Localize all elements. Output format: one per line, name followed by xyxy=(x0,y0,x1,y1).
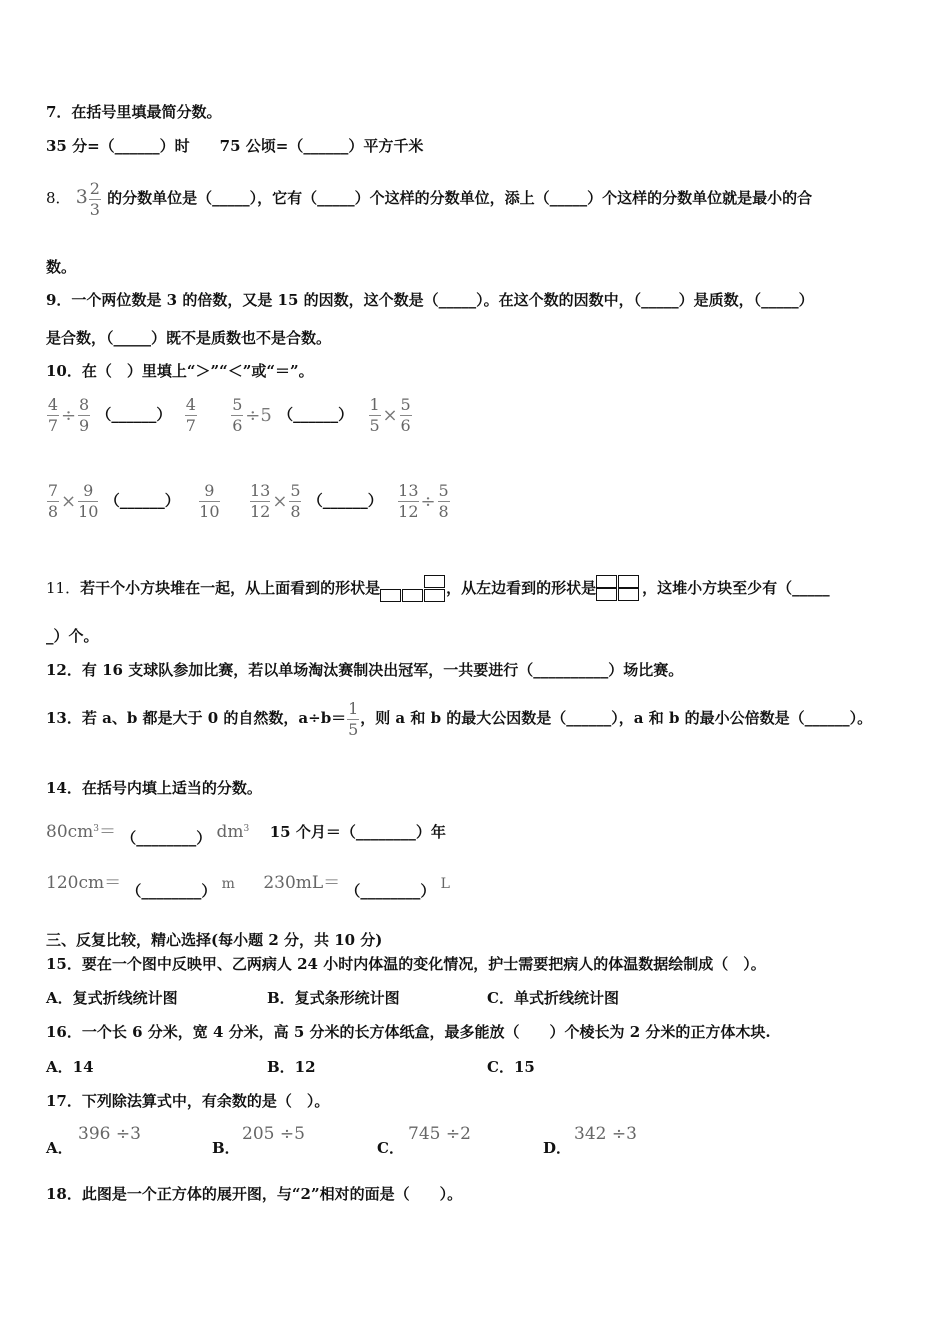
frac: $\frac{5}{8}$ xyxy=(290,481,301,521)
q11-number: 11． xyxy=(46,579,81,597)
q10-blank: （______） xyxy=(104,491,180,510)
frac: $\frac{5}{8}$ xyxy=(438,481,449,521)
q16-option-a: A．14 xyxy=(46,1058,94,1076)
q13-line xyxy=(46,695,872,741)
q14-c: 120cm＝ xyxy=(46,873,122,893)
q14-blank: （________） xyxy=(121,829,212,847)
q17-option-c-label: C． xyxy=(377,1139,404,1157)
q13-text1: 13．若 a、b 都是大于 0 的自然数，a÷b＝ xyxy=(46,709,347,727)
q14-b: 15 个月＝（________）年 xyxy=(269,823,446,841)
top-view-shape xyxy=(380,574,446,604)
q11-line1 xyxy=(46,574,830,604)
q8-whole: 3 xyxy=(75,186,88,208)
left-view-shape xyxy=(596,574,642,604)
frac: $\frac{5}{6}$ xyxy=(232,395,243,435)
q11-text1: 若干个小方块堆在一起，从上面看到的形状是 xyxy=(80,579,381,597)
frac: $\frac{13}{12}$ xyxy=(398,481,419,521)
q7-line: 35 分=（______）时 75 公顷=（______）平方千米 xyxy=(46,137,424,155)
q17-option-a-label: A． xyxy=(46,1139,73,1157)
q14-unit-l: L xyxy=(440,876,450,892)
q11-line2: _）个。 xyxy=(46,627,99,645)
q10-blank: （______） xyxy=(278,405,354,424)
q8-line2: 数。 xyxy=(46,258,77,276)
q15-option-b: B．复式条形统计图 xyxy=(267,989,400,1007)
q17-option-d-expr: 342 ÷3 xyxy=(574,1124,637,1144)
q17-option-b-label: B． xyxy=(212,1139,240,1157)
frac: $\frac{4}{7}$ xyxy=(47,395,59,435)
q15-option-a: A．复式折线统计图 xyxy=(46,989,178,1007)
q9-line2: 是合数，（_____）既不是质数也不是合数。 xyxy=(46,329,332,347)
q13-fraction: $\frac{1}{5}$ xyxy=(348,698,359,739)
q10-row2: $\frac{7}{8}$ × $\frac{9}{10}$ （______） $\frac{9}{10}$ $\frac{13}{12}$ × $\frac{5}{8}$ （______） $\frac{13}{12}$ ÷ $\frac{5}{8}$ xyxy=(47,481,449,521)
q17-option-d-label: D． xyxy=(543,1139,572,1157)
q17-option-c-expr: 745 ÷2 xyxy=(408,1124,471,1144)
q16-option-b: B．12 xyxy=(267,1058,316,1076)
q8-fraction xyxy=(89,180,101,219)
q13-text2: ，则 a 和 b 的最大公因数是（______），a 和 b 的最小公倍数是（______）。 xyxy=(360,709,873,727)
q10-row1: $\frac{4}{7}$ ÷ $\frac{8}{9}$ （______） $\frac{4}{7}$ $\frac{5}{6}$ ÷5 （______） $\frac{1}{5}$ × $\frac{5}{6}$ xyxy=(47,395,411,435)
q15-option-c: C．单式折线统计图 xyxy=(487,989,619,1007)
frac: $\frac{9}{10}$ xyxy=(78,481,99,521)
q14-unit-dm: dm xyxy=(216,822,244,842)
q16-line: 16．一个长 6 分米，宽 4 分米，高 5 分米的长方体纸盒，最多能放（ ）个棱长为 2 分米的正方体木块. xyxy=(46,1023,771,1041)
frac: $\frac{8}{9}$ xyxy=(79,395,90,435)
q16-option-c: C．15 xyxy=(487,1058,535,1076)
q10-blank: （______） xyxy=(307,491,383,510)
q14-title: 14．在括号内填上适当的分数。 xyxy=(46,779,262,797)
q14-blank: （________） xyxy=(345,882,436,900)
q10-title: 10．在（ ）里填上“＞”“＜”或“＝”。 xyxy=(46,362,314,380)
q10-blank: （______） xyxy=(96,405,172,424)
q11-text3: ，这堆小方块至少有（_____ xyxy=(642,579,830,597)
q7-title: 7．在括号里填最简分数。 xyxy=(46,103,222,121)
q17-option-a-expr: 396 ÷3 xyxy=(78,1124,141,1144)
q14-blank: （________） xyxy=(126,882,217,900)
q14-row2 xyxy=(46,868,450,899)
q17-line: 17．下列除法算式中，有余数的是（ ）。 xyxy=(46,1092,330,1110)
frac: $\frac{5}{6}$ xyxy=(400,395,411,435)
q12-line: 12．有 16 支球队参加比赛，若以单场淘汰赛制决出冠军，一共要进行（__________）场比赛。 xyxy=(46,661,684,679)
q15-line: 15．要在一个图中反映甲、乙两病人 24 小时内体温的变化情况，护士需要把病人的体温数据绘制成（ ）。 xyxy=(46,955,766,973)
q14-d: 230mL＝ xyxy=(263,873,341,893)
q11-text2: ，从左边看到的形状是 xyxy=(446,579,597,597)
frac: $\frac{13}{12}$ xyxy=(250,481,271,521)
frac: $\frac{7}{8}$ xyxy=(47,481,59,521)
q8-line1 xyxy=(46,175,812,220)
q8-fraction-den: 3 xyxy=(89,199,100,219)
q14-row1: $80cm^3=$ （________） $dm^3$ 15 个月＝（________）年 xyxy=(46,822,446,847)
q8-text1: 的分数单位是（_____），它有（_____）个这样的分数单位，添上（_____）个这样的分数单位就是最小的合 xyxy=(107,189,813,207)
q8-number: 8． xyxy=(46,189,71,207)
frac: $\frac{9}{10}$ xyxy=(199,481,220,521)
q8-fraction-num: 2 xyxy=(89,178,100,198)
q17-option-b-expr: 205 ÷5 xyxy=(242,1124,305,1144)
section-3-title: 三、反复比较，精心选择(每小题 2 分，共 10 分) xyxy=(46,931,383,949)
q18-line: 18．此图是一个正方体的展开图，与“2”相对的面是（ ）。 xyxy=(46,1185,463,1203)
frac: $\frac{1}{5}$ xyxy=(369,395,380,435)
frac: $\frac{4}{7}$ xyxy=(185,395,196,435)
q14-a: 80cm xyxy=(46,822,94,842)
q9-line1: 9．一个两位数是 3 的倍数，又是 15 的因数，这个数是（_____）。在这个数的因数中，（_____）是质数，（_____） xyxy=(46,291,814,309)
q14-unit-m: m xyxy=(221,876,235,892)
